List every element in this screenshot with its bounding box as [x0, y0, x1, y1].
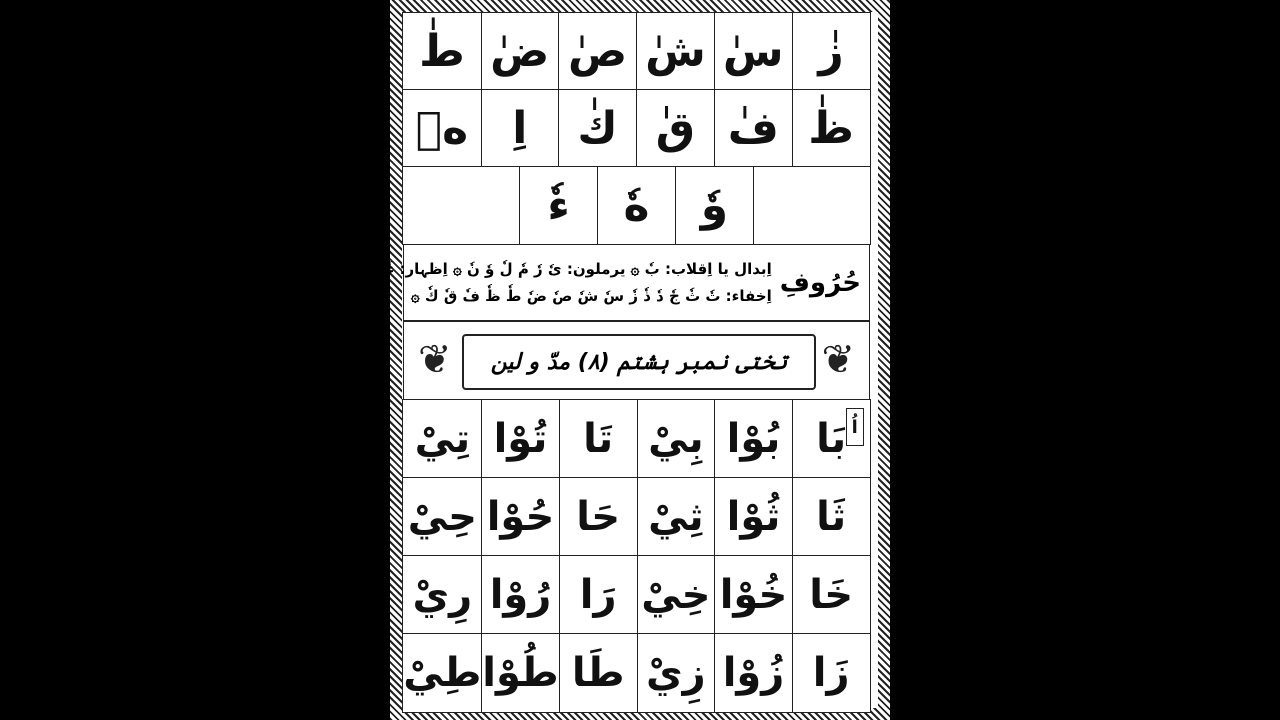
ornament-right-icon: ❦: [821, 337, 855, 383]
syllable-cell: طِيْ: [402, 633, 482, 713]
syllable-cell: تِيْ: [402, 399, 482, 479]
letter-cell: هٖ: [402, 89, 481, 168]
marker-box: اُ: [846, 408, 864, 446]
letters-grid: [403, 13, 870, 167]
syllable-cell: حَا: [559, 477, 638, 557]
syllable-cell: بِيْ: [636, 399, 715, 479]
letter-cell: قٰ: [636, 89, 715, 168]
syllable-cell: بُوْا: [714, 399, 793, 479]
lesson-title: تختی نمبر ہشتم (۸) مدّ و لین: [462, 334, 816, 390]
letter-cell: صٰ: [558, 12, 637, 91]
lesson-grid: [403, 400, 870, 712]
ornament-left-icon: ❦: [418, 337, 452, 383]
letter-cell: فٰ: [714, 89, 793, 168]
syllable-cell: زَا: [792, 633, 871, 713]
syllable: بَا: [816, 416, 847, 462]
syllable-cell: طَا: [559, 633, 638, 713]
letter-cell: وٗ: [675, 166, 754, 245]
syllable-cell: [792, 399, 871, 479]
syllable-cell: تُوْا: [481, 399, 560, 479]
letter-cell: شٰ: [636, 12, 715, 91]
syllable-cell: رِيْ: [402, 555, 482, 635]
rules-line-1: اِبدال یا اِقلاب: بٗ ۞ یرملون: یٗ رٗ مٗ لٗ وٗ نٗ ۞ اِظہار: ءٗ ھٗ عٗ حٗ غٗ خٗ: [304, 259, 772, 278]
letter-cell: ضٰ: [480, 12, 559, 91]
letter-cell: ظٰ: [791, 89, 870, 168]
syllable-cell: خَا: [792, 555, 871, 635]
syllable-cell: زُوْا: [714, 633, 793, 713]
rules-heading: حُرُوفِ: [779, 267, 861, 298]
syllable-cell: حِيْ: [402, 477, 482, 557]
syllable-cell: رُوْا: [481, 555, 560, 635]
qaida-page: [304, 0, 890, 720]
empty-cell: [753, 166, 871, 245]
syllable-cell: ثَا: [792, 477, 871, 557]
syllable-cell: ثُوْا: [714, 477, 793, 557]
syllable-cell: ثِيْ: [636, 477, 715, 557]
syllable-cell: طُوْا: [481, 633, 560, 713]
rules-line-2: اِخفاء: تٗ ثٗ جٗ دٗ ذٗ زٗ سٗ شٗ صٗ ضٗ طٗ ظٗ فٗ قٗ كٗ ۞: [410, 286, 772, 305]
syllable-cell: زِيْ: [636, 633, 715, 713]
letter-cell: سٰ: [714, 12, 793, 91]
letter-cell: ءٗ: [519, 166, 598, 245]
letter-cell: هٗ: [597, 166, 676, 245]
letter-cell: زٰ: [791, 12, 870, 91]
syllable-cell: خِيْ: [636, 555, 715, 635]
letters-row-3: [403, 167, 870, 244]
syllable-cell: رَا: [559, 555, 638, 635]
empty-cell: [402, 166, 520, 245]
letter-cell: كٰ: [558, 89, 637, 168]
letter-cell: طٰ: [402, 12, 481, 91]
syllable-cell: تَا: [559, 399, 638, 479]
letter-cell: اِ: [480, 89, 559, 168]
syllable-cell: حُوْا: [481, 477, 560, 557]
syllable-cell: خُوْا: [714, 555, 793, 635]
title-box: [403, 321, 870, 400]
rules-box: [304, 244, 870, 321]
